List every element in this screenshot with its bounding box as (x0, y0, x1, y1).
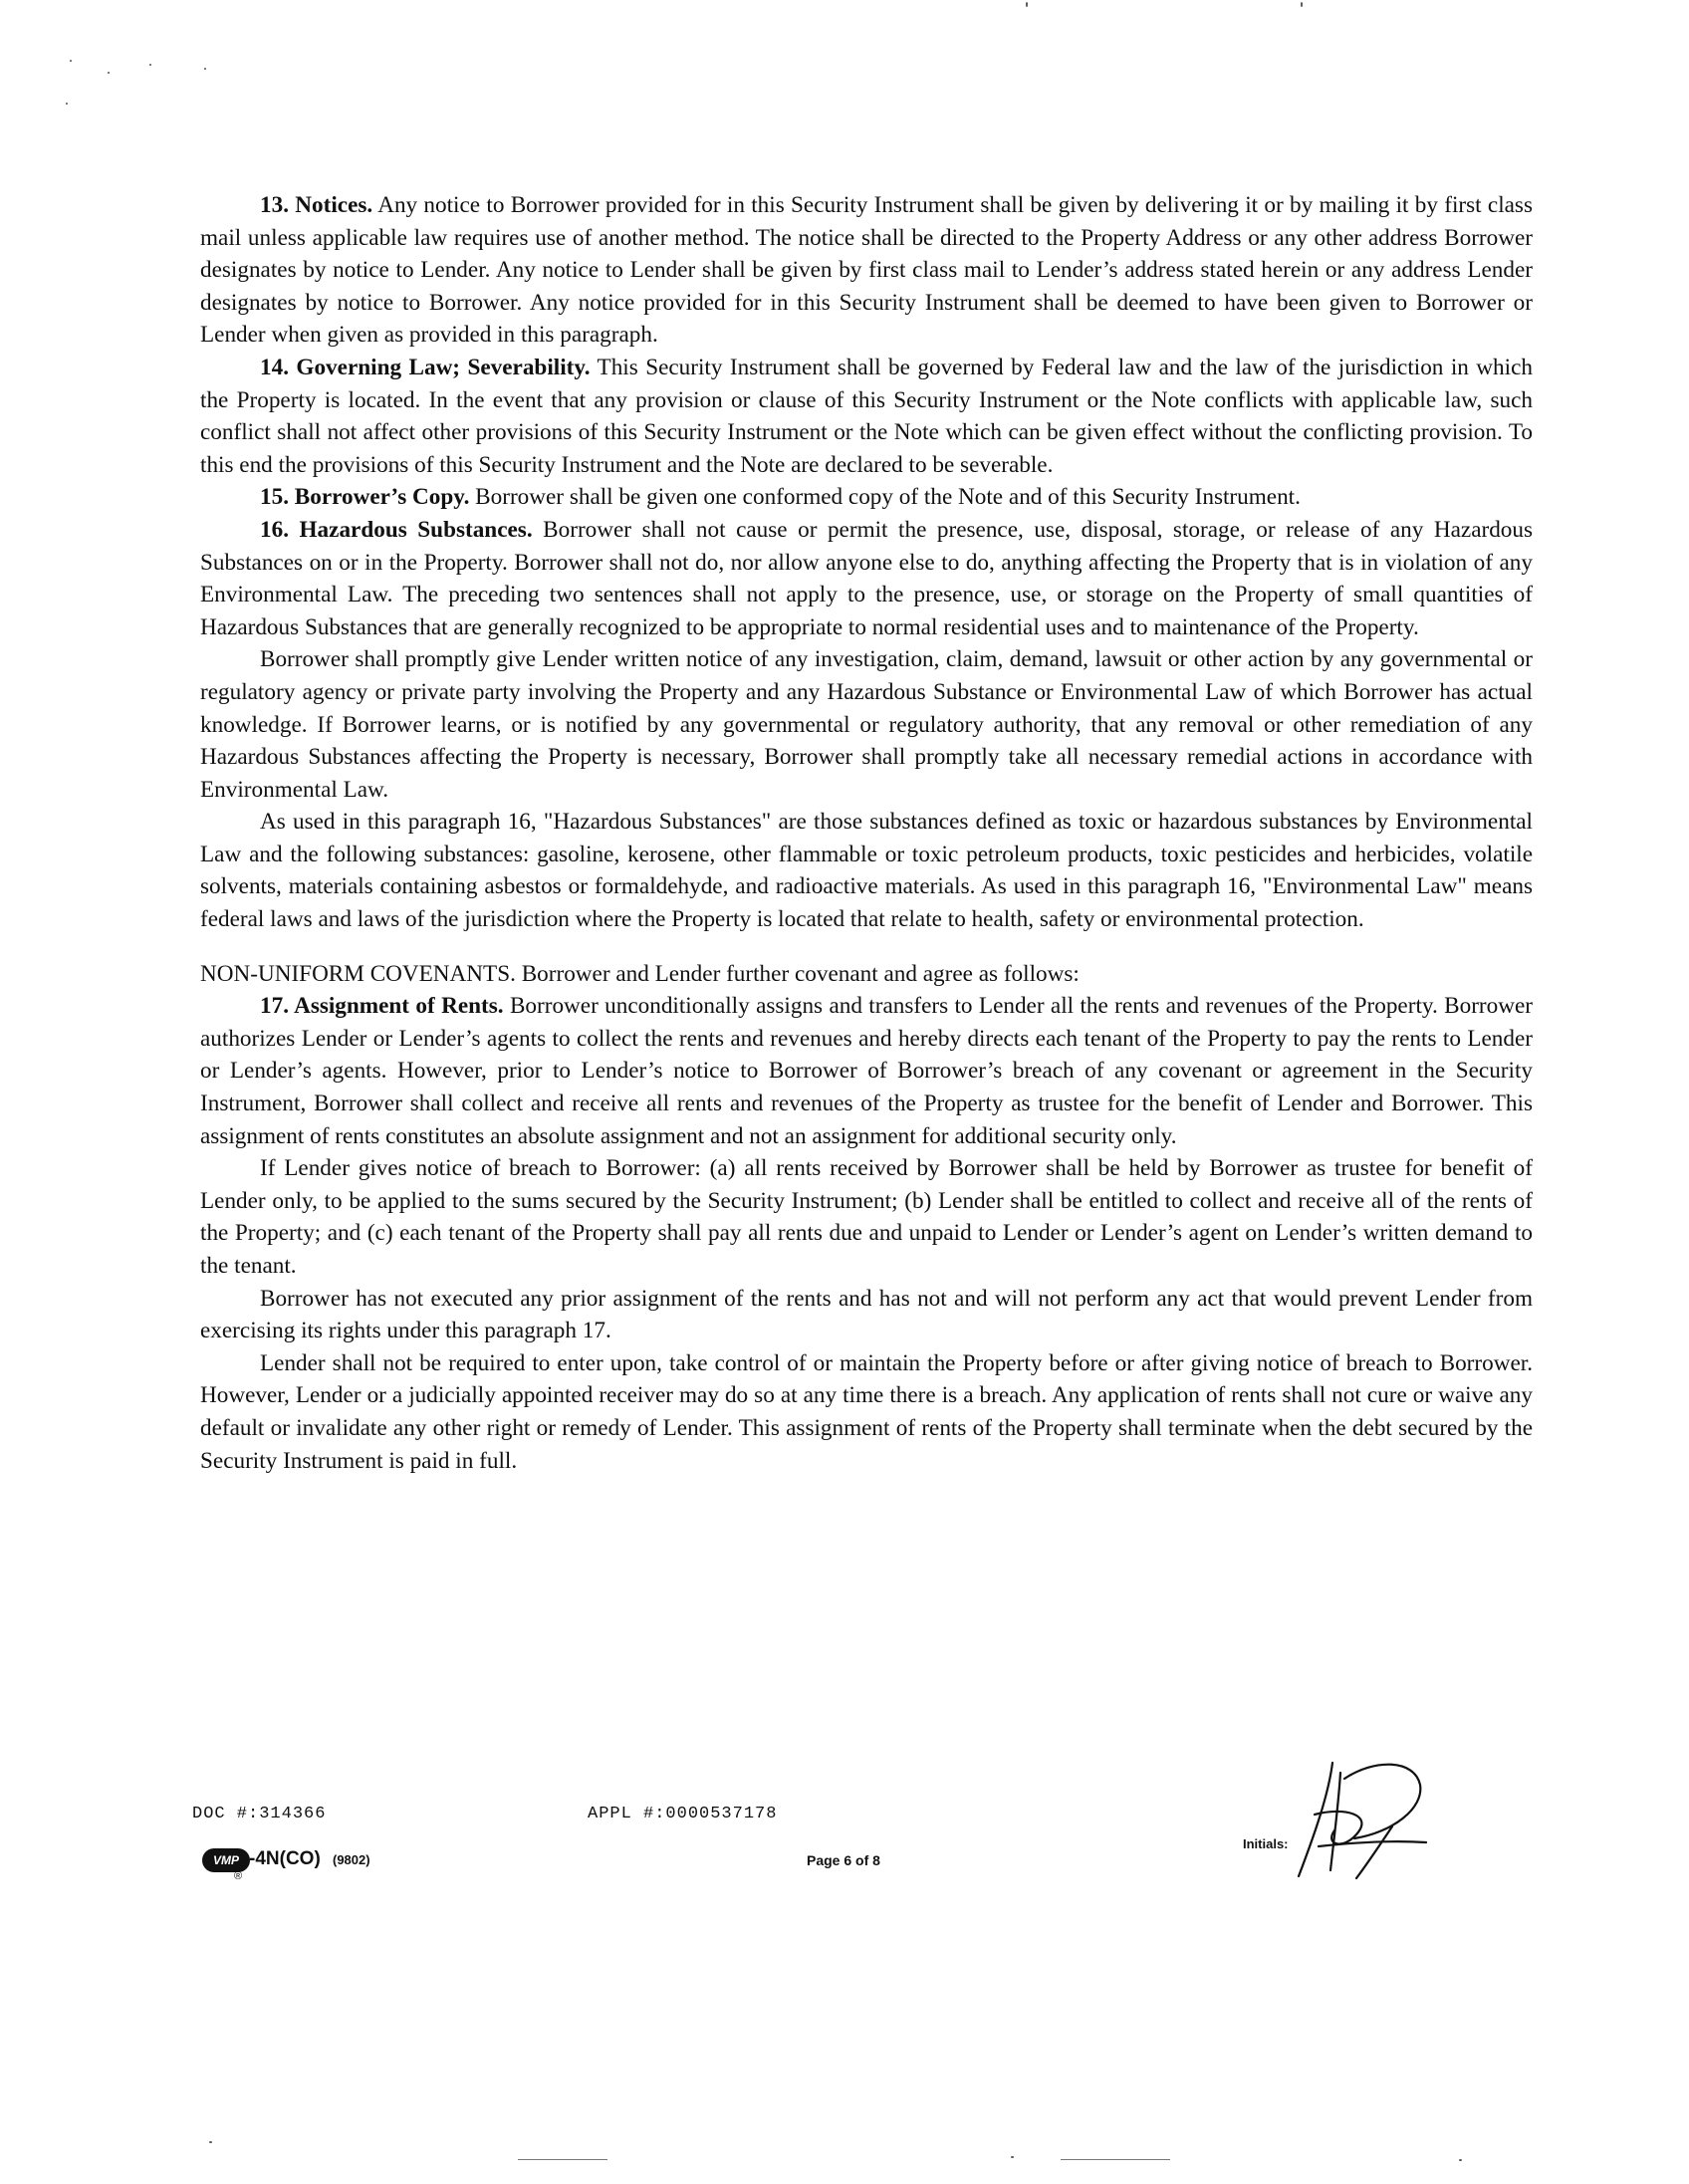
paragraph-16-text: Borrower shall not cause or permit the presence, use, disposal, storage, or release of any Hazardous Substances on or in the Property. Borrower shall not do, nor allow anyone else to do, anything affecting the Property that is in violation of any Environmental Law. The preceding two sentences shall not apply to the presence, use, or storage on the Property of small quantities of Hazardous Substances that are generally recognized to be appropriate to normal residential uses and to maintenance of the Property. (200, 516, 1534, 640)
paragraph-14-text: This Security Instrument shall be governed by Federal law and the law of the jurisdiction in which the Property is located. In the event that any provision or clause of this Security Instrument or the Note conflicts with applicable law, such conflict shall not affect other provisions of this Security Instrument or the Note which can be given effect without the conflicting provision. To this end the provisions of this Security Instrument and the Note are declared to be severable. (200, 354, 1533, 478)
scan-speck (108, 72, 110, 74)
paragraph-14-heading: 14. Governing Law; Severability. (260, 354, 591, 380)
scan-speck (1026, 2, 1028, 7)
scan-speck (209, 2141, 212, 2143)
paragraph-16-heading: 16. Hazardous Substances. (260, 516, 533, 543)
paragraph-14 (200, 352, 1533, 481)
initials-signature (1295, 1755, 1434, 1882)
scan-speck (1011, 2156, 1014, 2158)
scan-speck (66, 103, 68, 105)
paragraph-17-breach: If Lender gives notice of breach to Borrower: (a) all rents received by Borrower shall be held by Borrower as trustee for benefit of Lender only, to be applied to the sums secured by the Security Instrument; (b) Lender shall be entitled to collect and receive all of the rents of the Property; and (c) each tenant of the Property shall pay all rents due and unpaid to Lender or Lender’s agent on Lender’s written demand to the tenant. (200, 1155, 1533, 1279)
paragraph-17 (200, 990, 1533, 1152)
paragraph-13 (200, 189, 1533, 352)
paragraph-16-notice: Borrower shall promptly give Lender written notice of any investigation, claim, demand, lawsuit or other action by any governmental or regulatory agency or private party involving the Property and any Hazardous Substance or Environmental Law of which Borrower has actual knowledge. If Borrower learns, or is notified by any governmental or regulatory authority, that any removal or other remediation of any Hazardous Substances affecting the Property is necessary, Borrower shall promptly take all necessary remedial actions in accordance with Environmental Law. (200, 646, 1533, 803)
scan-artifact (518, 2159, 607, 2160)
paragraph-15-text: Borrower shall be given one conformed copy of the Note and of this Security Instrument. (475, 484, 1301, 511)
form-date: (9802) (333, 1852, 370, 1867)
paragraph-17-heading: 17. Assignment of Rents. (260, 993, 504, 1020)
page-number: Page 6 of 8 (807, 1852, 880, 1868)
registered-mark-icon: ® (234, 1870, 243, 1882)
initials-label: Initials: (1243, 1836, 1289, 1851)
vmp-logo: VMP (202, 1848, 250, 1872)
paragraph-17-control: Lender shall not be required to enter upon, take control of or maintain the Property before or after giving notice of breach to Borrower. However, Lender or a judicially appointed receiver may do so at any time there is a breach. Any application of rents shall not cure or waive any default or invalidate any other right or remedy of Lender. This assignment of rents of the Property shall terminate when the debt secured by the Security Instrument is paid in full. (200, 1349, 1533, 1474)
paragraph-13-heading: 13. Notices. (260, 192, 373, 218)
paragraph-15-heading: 15. Borrower’s Copy. (260, 484, 470, 511)
scan-speck (70, 60, 72, 62)
appl-number: APPL #:0000537178 (588, 1805, 778, 1823)
paragraph-16 (200, 514, 1533, 643)
doc-number: DOC #:314366 (192, 1805, 327, 1823)
scan-speck (1459, 2159, 1462, 2161)
scan-speck (204, 68, 206, 70)
paragraph-16-definitions: As used in this paragraph 16, "Hazardous Substances" are those substances defined as toxic or hazardous substances by Environmental Law and the following substances: gasoline, kerosene, other flammable or toxic petroleum products, toxic pesticides and herbicides, volatile solvents, materials containing asbestos or formaldehyde, and radioactive materials. As used in this paragraph 16, "Environmental Law" means federal laws and laws of the jurisdiction where the Property is located that relate to health, safety or environmental protection. (200, 809, 1533, 933)
scan-speck (149, 64, 151, 66)
scan-artifact (1061, 2159, 1170, 2160)
form-code: -4N(CO) (249, 1848, 321, 1869)
paragraph-15 (200, 481, 1533, 514)
document-body (200, 189, 1533, 1477)
non-uniform-covenants-heading: NON-UNIFORM COVENANTS. Borrower and Lender further covenant and agree as follows: (200, 960, 1080, 987)
paragraph-13-text: Any notice to Borrower provided for in this Security Instrument shall be given by delivering it or by mailing it by first class mail unless applicable law requires use of another method. The notice shall be directed to the Property Address or any other address Borrower designates by notice to Lender. Any notice to Lender shall be given by first class mail to Lender’s address stated herein or any address Lender designates by notice to Borrower. Any notice provided for in this Security Instrument shall be deemed to have been given to Borrower or Lender when given as provided in this paragraph. (200, 192, 1533, 349)
scan-speck (1301, 2, 1303, 7)
paragraph-17-prior-assignment: Borrower has not executed any prior assignment of the rents and has not and will not perform any act that would prevent Lender from exercising its rights under this paragraph 17. (200, 1285, 1533, 1344)
paragraph-17-text: Borrower unconditionally assigns and transfers to Lender all the rents and revenues of the Property. Borrower authorizes Lender or Lender’s agents to collect the rents and revenues and hereby directs each tenant of the Property to pay the rents to Lender or Lender’s agents. However, prior to Lender’s notice to Borrower of Borrower’s breach of any covenant or agreement in the Security Instrument, Borrower shall collect and receive all rents and revenues of the Property as trustee for the benefit of Lender and Borrower. This assignment of rents constitutes an absolute assignment and not an assignment for additional security only. (200, 993, 1533, 1149)
